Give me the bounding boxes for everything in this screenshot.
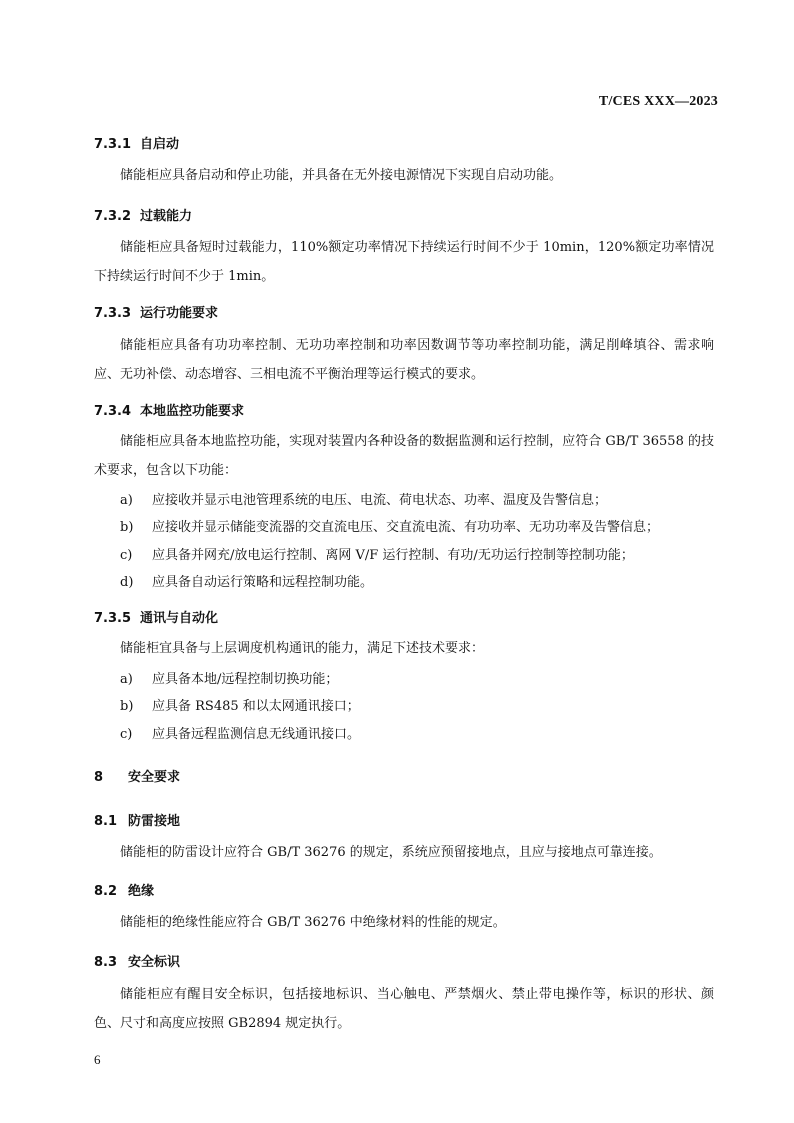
paragraph-8-3: 储能柜应有醒目安全标识，包括接地标识、当心触电、严禁烟火、禁止带电操作等，标识的形状、颜色、尺寸和高度应按照 GB2894 规定执行。: [94, 987, 714, 1031]
list-item: [120, 516, 659, 535]
document-code: T/CES XXX—2023: [598, 94, 718, 109]
list-item: [120, 571, 373, 590]
list-item: [120, 489, 607, 508]
list-marker: a): [120, 672, 133, 687]
heading-7-3-1: [94, 133, 179, 152]
section-title: 通讯与自动化: [140, 611, 219, 626]
heading-7-3-5: [94, 607, 218, 626]
list-text: 应具备本地/远程控制切换功能；: [152, 672, 339, 687]
section-number: 7.3.5: [94, 611, 132, 626]
section-title: 安全要求: [128, 770, 181, 785]
list-text: 应接收并显示电池管理系统的电压、电流、荷电状态、功率、温度及告警信息；: [152, 493, 608, 508]
section-number: 8.1: [94, 814, 118, 829]
section-title: 绝缘: [128, 884, 155, 899]
heading-7-3-4: [94, 400, 244, 419]
paragraph-8-2: 储能柜的绝缘性能应符合 GB/T 36276 中绝缘材料的性能的规定。: [120, 915, 506, 930]
list-marker: d): [120, 575, 134, 590]
list-marker: c): [120, 727, 133, 742]
section-number: 8.2: [94, 884, 118, 899]
section-number: 8.3: [94, 955, 118, 970]
paragraph-7-3-2: 储能柜应具备短时过载能力，110%额定功率情况下持续运行时间不少于 10min，120%额定功率情况下持续运行时间不少于 1min。: [94, 240, 714, 284]
heading-8-3: [94, 951, 180, 970]
list-text: 应具备远程监测信息无线通讯接口。: [152, 727, 361, 742]
paragraph-7-3-3: 储能柜应具备有功功率控制、无功功率控制和功率因数调节等功率控制功能，满足削峰填谷、需求响应、无功补偿、动态增容、三相电流不平衡治理等运行模式的要求。: [94, 338, 714, 382]
page-number: 6: [94, 1052, 101, 1067]
heading-8: [94, 766, 180, 785]
heading-8-2: [94, 880, 154, 899]
list-item: [120, 723, 360, 742]
list-text: 应具备并网充/放电运行控制、离网 V/F 运行控制、有功/无功运行控制等控制功能；: [152, 548, 634, 563]
section-title: 防雷接地: [128, 814, 181, 829]
section-title: 本地监控功能要求: [140, 404, 245, 419]
list-text: 应具备自动运行策略和远程控制功能。: [152, 575, 374, 590]
list-marker: a): [120, 493, 133, 508]
list-marker: c): [120, 548, 133, 563]
list-item: [120, 695, 360, 714]
paragraph-7-3-5: 储能柜宜具备与上层调度机构通讯的能力，满足下述技术要求：: [120, 641, 485, 656]
list-text: 应接收并显示储能变流器的交直流电压、交直流电流、有功功率、无功功率及告警信息；: [152, 520, 660, 535]
list-marker: b): [120, 520, 134, 535]
section-number: 7.3.4: [94, 404, 132, 419]
section-title: 过载能力: [140, 209, 193, 224]
paragraph-8-1: 储能柜的防雷设计应符合 GB/T 36276 的规定，系统应预留接地点，且应与接地点可靠连接。: [120, 845, 662, 860]
section-title: 安全标识: [128, 955, 181, 970]
list-marker: b): [120, 699, 134, 714]
list-item: [120, 544, 634, 563]
heading-7-3-2: [94, 205, 192, 224]
section-number: 7.3.1: [94, 137, 132, 152]
section-number: 8: [94, 770, 104, 785]
paragraph-7-3-1: 储能柜应具备启动和停止功能，并具备在无外接电源情况下实现自启动功能。: [120, 168, 563, 183]
paragraph-7-3-4: 储能柜应具备本地监控功能，实现对装置内各种设备的数据监测和运行控制，应符合 GB/T 36558 的技术要求，包含以下功能：: [94, 434, 714, 478]
section-title: 运行功能要求: [140, 306, 219, 321]
section-title: 自启动: [140, 137, 180, 152]
heading-7-3-3: [94, 302, 218, 321]
list-item: [120, 668, 338, 687]
section-number: 7.3.3: [94, 306, 132, 321]
heading-8-1: [94, 810, 180, 829]
list-text: 应具备 RS485 和以太网通讯接口；: [152, 699, 360, 714]
section-number: 7.3.2: [94, 209, 132, 224]
